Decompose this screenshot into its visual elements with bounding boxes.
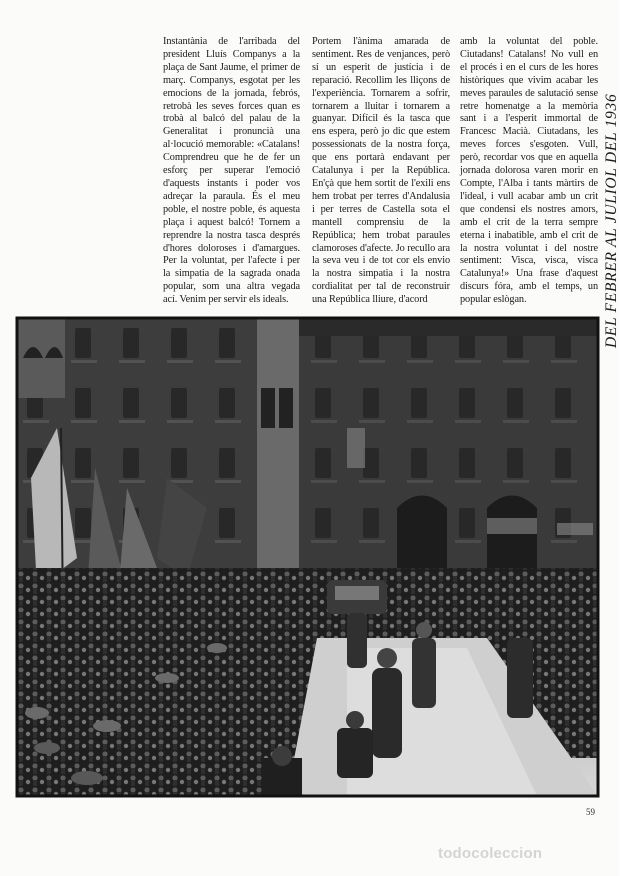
watermark: todocoleccion xyxy=(438,845,543,862)
article-text-column-1: Instantània de l'arribada del president Lluís Companys a la plaça de Sant Jaume, el primer de març. Companys, esgotat per les emocions de la jornada, febrós, retrobà les seves forces quan es trobà al balcó del palau de la Generalitat i pronuncià una al·locució memorable: «Catalans! Comprendreu que he de fer un esforç per superar l'emoció d'aquests instants i poder vos adreçar la paraula. És el meu poble, el nostre poble, és aquesta plaça i aquest balcó! Tornem a reprendre la nostra tasca després d'hores doloroses i d'amargues. Per la voluntat, per l'afecte i per la simpatia de la sagrada onada popular, som una altra vegada ací. Venim per servir els ideals. xyxy=(163,36,300,306)
historical-photograph xyxy=(17,318,598,796)
article-column-1 xyxy=(163,36,300,307)
crowd-square-photo xyxy=(17,318,598,796)
article-text-column-3: amb la voluntat del poble. Ciutadans! Catalans! No vull en el procés i en el curs de les hores històriques que vivim acabar les meves paraules de salutació sense retre homenatge a la memòria sant i a l'esperit immortal de Francesc Macià. Ciutadans, les meves forces s'esgoten. Vull, però, recordar vos que en aquella jornada dolorosa varen morir en Compte, l'Alba i tants màrtirs de l'ideal, i vull acabar amb un crit que condensi els nostres amors, amb el crit de la terra sempre eterna i inabatible, amb el crit de la nostra voluntat i del nostre sentiment: Visca, visca, visca Catalunya!» Una frase d'aquest discurs fóra, amb el temps, un popular eslògan. xyxy=(460,36,598,306)
page-number: 59 xyxy=(586,807,595,817)
article-column-3 xyxy=(460,36,598,307)
vertical-section-title: DEL FEBRER AL JULIOL DEL 1936 xyxy=(603,93,620,348)
article-text-column-2: Portem l'ànima amarada de sentiment. Res de venjances, però sí un esperit de justícia i de reparació. Recollim les lliçons de l'experiència. Tornarem a sofrir, tornarem a lluitar i tornarem a guanyar. Difícil és la tasca que ens espera, però jo dic que estem possessionats de la nostra força, que ens portarà endavant per Catalunya i per la República. En'çà que hem sortit de l'exili ens hem trobat per terres d'Andalusia i per terres de Castella sota el mantell comprensiu de la República; hem trobat paraules clamoroses d'afecte. Jo recullo ara la seva veu i de tot cor els envio la nostra simpatia i la nostra cordialitat per tal de reconstruir una República lliure, d'acord xyxy=(312,36,450,306)
article-column-2 xyxy=(312,36,450,307)
